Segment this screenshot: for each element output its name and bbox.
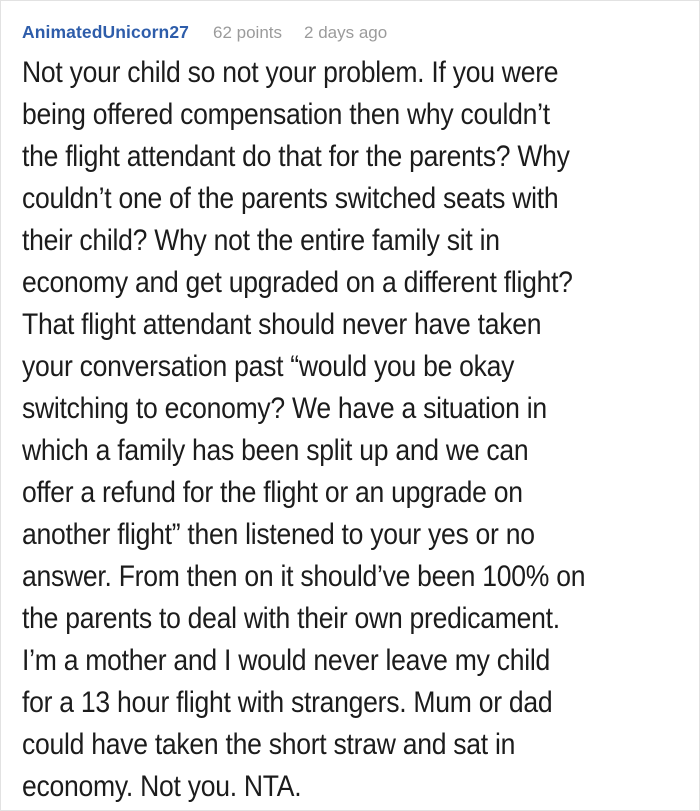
- comment-text-line: economy and get upgraded on a different flight?: [22, 266, 573, 299]
- comment-text-line: That flight attendant should never have taken: [22, 308, 542, 341]
- comment-text-line: Not your child so not your problem. If you were: [22, 56, 559, 89]
- comment-header: [22, 22, 699, 43]
- comment-text-line: the flight attendant do that for the parents? Why: [22, 140, 570, 173]
- comment-timestamp: 2 days ago: [304, 23, 388, 42]
- comment-body: [22, 52, 699, 808]
- comment-text-line: being offered compensation then why couldn’t: [22, 98, 550, 131]
- comment-text-line: for a 13 hour flight with strangers. Mum or dad: [22, 686, 553, 719]
- comment-text-line: offer a refund for the flight or an upgrade on: [22, 476, 523, 509]
- comment-text-line: economy. Not you. NTA.: [22, 770, 302, 803]
- comment-text-line: I’m a mother and I would never leave my child: [22, 644, 550, 677]
- comment-text-line: could have taken the short straw and sat in: [22, 728, 516, 761]
- comment-text-line: the parents to deal with their own predicament.: [22, 602, 560, 635]
- comment-text-line: answer. From then on it should’ve been 100% on: [22, 560, 586, 593]
- comment-text-line: switching to economy? We have a situation in: [22, 392, 547, 425]
- comment-text-line: another flight” then listened to your yes or no: [22, 518, 535, 551]
- comment-points: 62 points: [213, 23, 283, 42]
- comment-text-line: couldn’t one of the parents switched seats with: [22, 182, 559, 215]
- comment-author-link[interactable]: AnimatedUnicorn27: [22, 22, 190, 42]
- comment-text-line: your conversation past “would you be okay: [22, 350, 515, 383]
- comment-text-line: which a family has been split up and we can: [22, 434, 529, 467]
- comment-text-line: their child? Why not the entire family sit in: [22, 224, 500, 257]
